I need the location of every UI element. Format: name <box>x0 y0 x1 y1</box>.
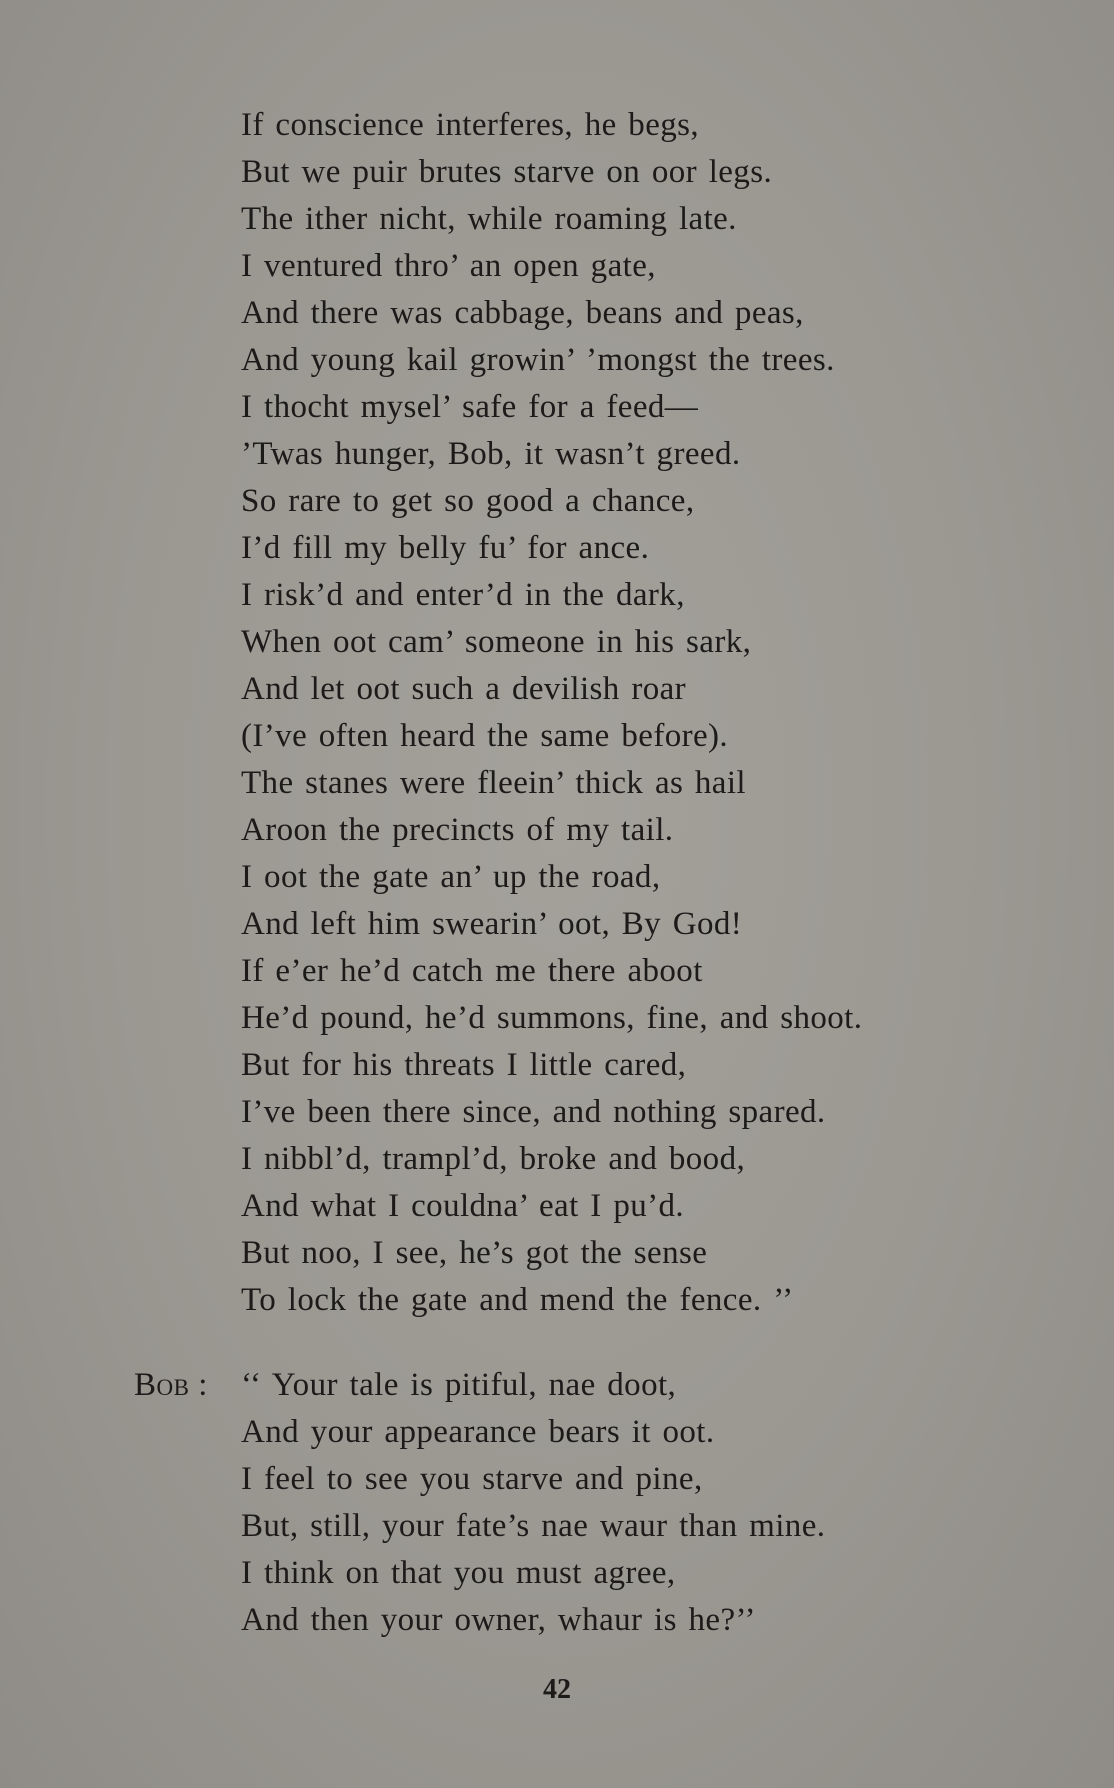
poem-line: And what I couldna’ eat I pu’d. <box>241 1188 685 1224</box>
poem-line: And young kail growin’ ’mongst the trees. <box>241 342 835 378</box>
poem-line: And there was cabbage, beans and peas, <box>241 295 804 331</box>
poem-line: Aroon the precincts of my tail. <box>241 812 674 848</box>
poem-line: I think on that you must agree, <box>241 1555 676 1591</box>
poem-line: I thocht mysel’ safe for a feed— <box>241 389 699 425</box>
poem-stanza <box>241 102 862 1324</box>
poem-line: And then your owner, whaur is he?’’ <box>241 1602 756 1638</box>
poem-stanza <box>241 1362 825 1644</box>
poem-line: ‘‘ Your tale is pitiful, nae doot, <box>241 1367 677 1403</box>
poem-line: So rare to get so good a chance, <box>241 483 695 519</box>
poem-line: And your appearance bears it oot. <box>241 1414 715 1450</box>
poem-line: And let oot such a devilish roar <box>241 671 687 707</box>
poem-line: But for his threats I little cared, <box>241 1047 687 1083</box>
poem-line: I’d fill my belly fu’ for ance. <box>241 530 650 566</box>
poem-line: I’ve been there since, and nothing spared. <box>241 1094 826 1130</box>
poem-line: The stanes were fleein’ thick as hail <box>241 765 746 801</box>
poem-line: He’d pound, he’d summons, fine, and shoot. <box>241 1000 863 1036</box>
poem-line: To lock the gate and mend the fence. ’’ <box>241 1282 794 1318</box>
poem-line: And left him swearin’ oot, By God! <box>241 906 743 942</box>
poem-line: I ventured thro’ an open gate, <box>241 248 656 284</box>
poem-line: (I’ve often heard the same before). <box>241 718 729 754</box>
speaker-label: Bob : <box>134 1367 208 1403</box>
poem-line: But we puir brutes starve on oor legs. <box>241 154 773 190</box>
poem-line: I nibbl’d, trampl’d, broke and bood, <box>241 1141 746 1177</box>
poem-line: I oot the gate an’ up the road, <box>241 859 661 895</box>
poem-line: I feel to see you starve and pine, <box>241 1461 703 1497</box>
poem-line: I risk’d and enter’d in the dark, <box>241 577 685 613</box>
poem-line: But, still, your fate’s nae waur than mine. <box>241 1508 826 1544</box>
poem-line: When oot cam’ someone in his sark, <box>241 624 752 660</box>
poem-line: ’Twas hunger, Bob, it wasn’t greed. <box>241 436 741 472</box>
poem-line: But noo, I see, he’s got the sense <box>241 1235 708 1271</box>
poem-line: The ither nicht, while roaming late. <box>241 201 737 237</box>
poem-line: If conscience interferes, he begs, <box>241 107 700 143</box>
poem-line: If e’er he’d catch me there aboot <box>241 953 703 989</box>
page-number: 42 <box>543 1674 571 1705</box>
